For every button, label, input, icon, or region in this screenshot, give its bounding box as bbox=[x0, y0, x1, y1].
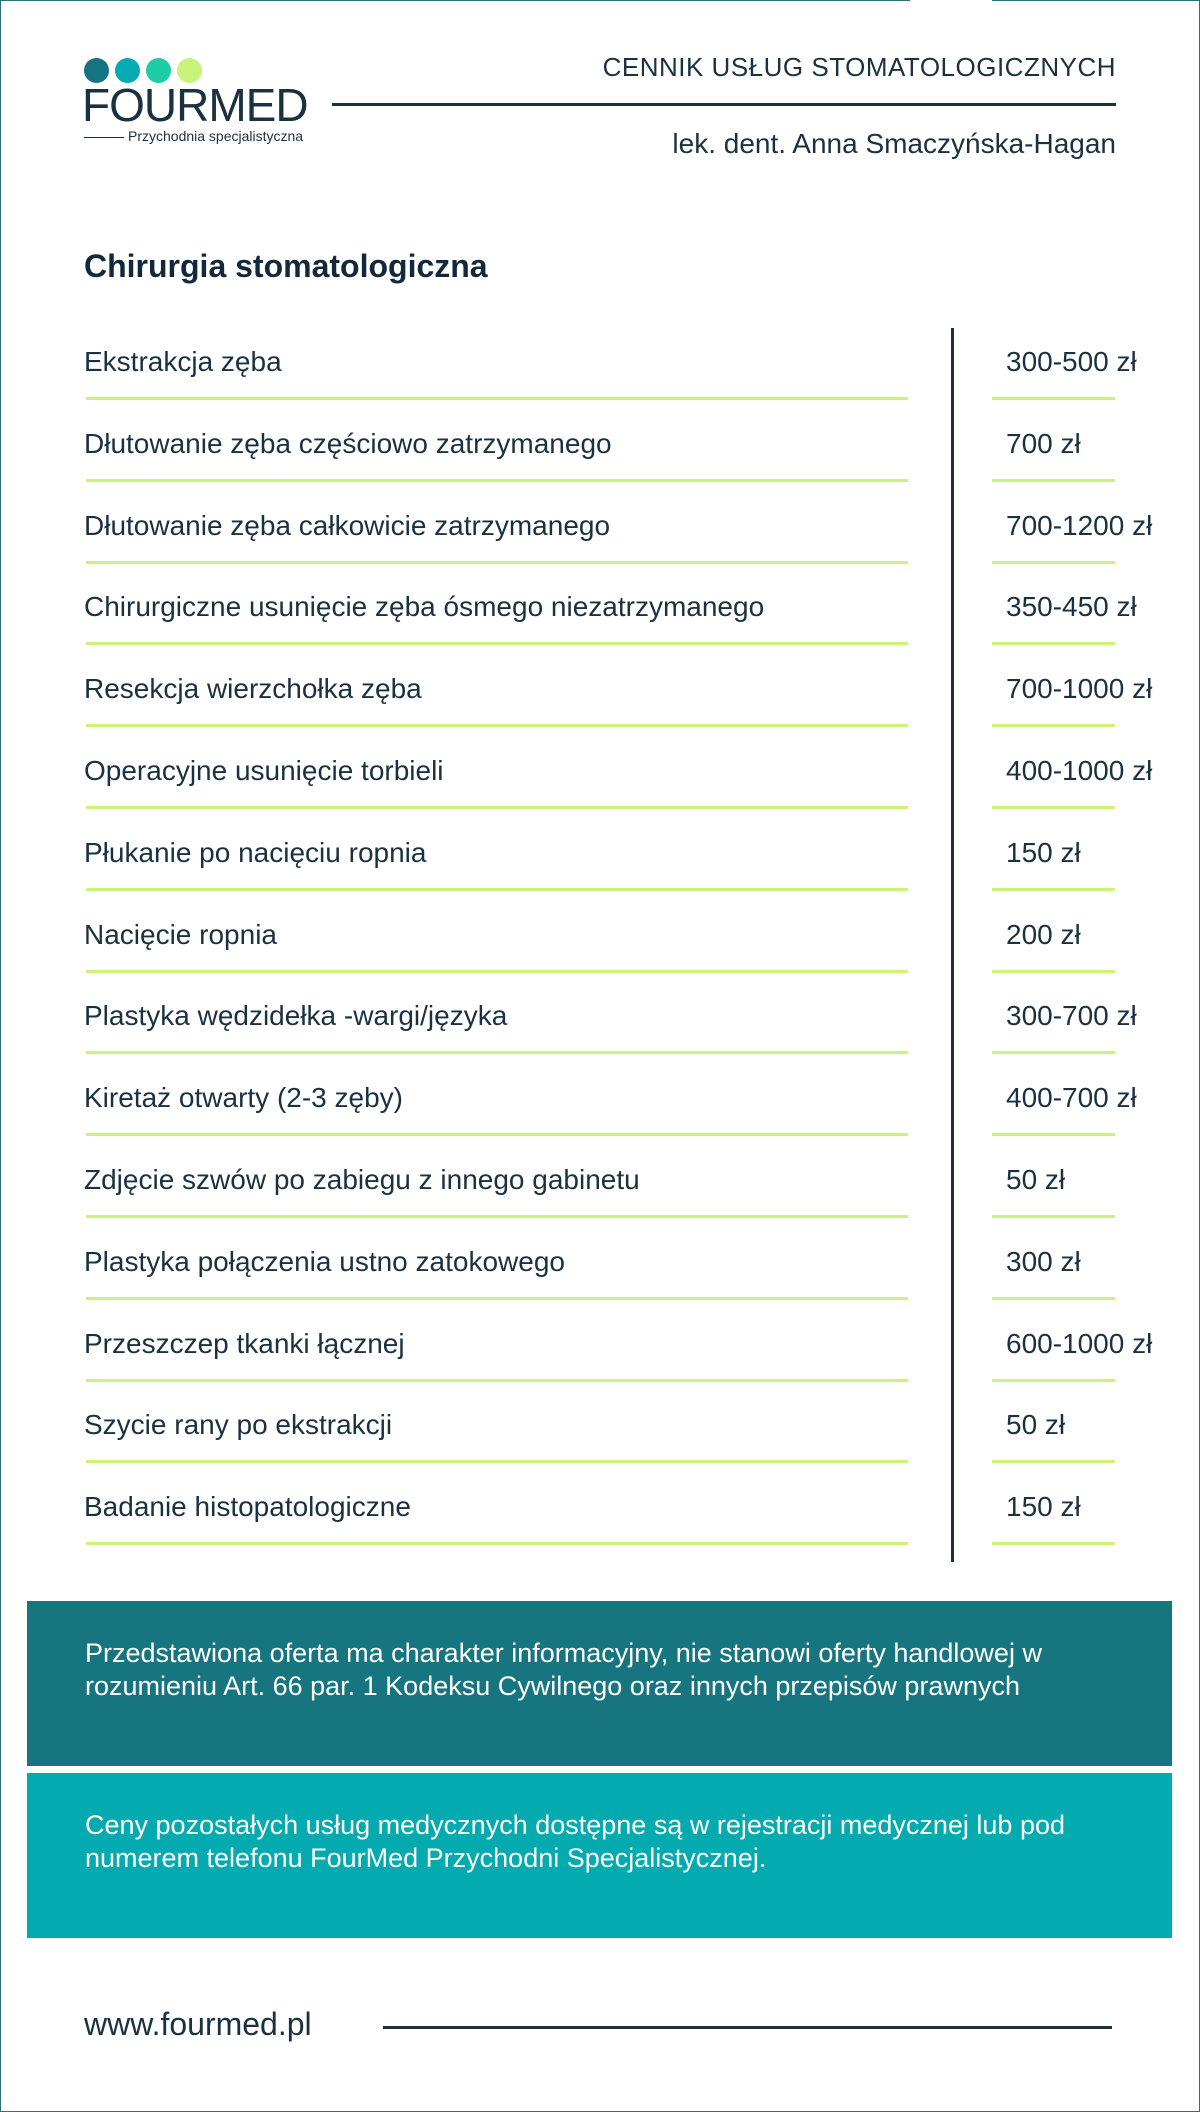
header-divider bbox=[332, 103, 1116, 106]
price-separator bbox=[992, 1379, 1115, 1382]
service-name: Plastyka połączenia ustno zatokowego bbox=[84, 1245, 565, 1277]
service-name: Dłutowanie zęba całkowicie zatrzymanego bbox=[84, 509, 611, 541]
price-row bbox=[0, 901, 1200, 983]
row-separator bbox=[86, 1542, 908, 1545]
service-price: 600-1000 zł bbox=[1006, 1327, 1153, 1359]
row-separator bbox=[86, 806, 908, 809]
row-separator bbox=[86, 1133, 908, 1136]
service-price: 700 zł bbox=[1006, 427, 1081, 459]
price-separator bbox=[992, 970, 1115, 973]
frame-gap bbox=[910, 0, 992, 3]
price-row bbox=[0, 573, 1200, 655]
service-price: 400-700 zł bbox=[1006, 1082, 1137, 1114]
section-title: Chirurgia stomatologiczna bbox=[84, 248, 488, 284]
row-separator bbox=[86, 1051, 908, 1054]
service-price: 200 zł bbox=[1006, 918, 1081, 950]
service-price: 50 zł bbox=[1006, 1164, 1066, 1195]
price-separator bbox=[992, 1051, 1115, 1054]
price-row bbox=[0, 982, 1200, 1064]
service-price: 700-1000 zł bbox=[1006, 673, 1153, 705]
service-name: Nacięcie ropnia bbox=[84, 918, 277, 950]
doctor-name: lek. dent. Anna Smaczyńska-Hagan bbox=[672, 128, 1116, 159]
row-separator bbox=[86, 1460, 908, 1463]
document-title: CENNIK USŁUG STOMATOLOGICZNYCH bbox=[602, 52, 1116, 82]
price-row bbox=[0, 1310, 1200, 1392]
website-link[interactable]: www.fourmed.pl bbox=[84, 2006, 312, 2042]
price-separator bbox=[992, 561, 1115, 564]
service-price: 150 zł bbox=[1006, 836, 1081, 868]
row-separator bbox=[86, 724, 908, 727]
row-separator bbox=[86, 1215, 908, 1218]
price-separator bbox=[992, 642, 1115, 645]
service-name: Plastyka wędzidełka -wargi/języka bbox=[84, 1000, 508, 1032]
price-separator bbox=[992, 1133, 1115, 1136]
price-row bbox=[0, 1391, 1200, 1473]
logo-wordmark: FOURMED bbox=[82, 79, 308, 131]
price-row bbox=[0, 1228, 1200, 1310]
disclaimer-text: Przedstawiona oferta ma charakter informacyjny, nie stanowi oferty handlowej w rozumieniu Art. 66 par. 1 Kodeksu Cywilnego oraz innych przepisów prawnych bbox=[85, 1638, 1042, 1701]
logo-subtitle-rule bbox=[84, 137, 124, 138]
row-separator bbox=[86, 397, 908, 400]
price-separator bbox=[992, 1542, 1115, 1545]
service-price: 400-1000 zł bbox=[1006, 755, 1153, 786]
price-separator bbox=[992, 724, 1115, 727]
service-name: Dłutowanie zęba częściowo zatrzymanego bbox=[84, 427, 612, 459]
fourmed-logo bbox=[84, 58, 324, 148]
service-name: Operacyjne usunięcie torbieli bbox=[84, 755, 444, 786]
service-price: 300 zł bbox=[1006, 1245, 1081, 1277]
footer-divider bbox=[383, 2026, 1112, 2029]
service-name: Kiretaż otwarty (2-3 zęby) bbox=[84, 1082, 403, 1114]
row-separator bbox=[86, 561, 908, 564]
price-separator bbox=[992, 397, 1115, 400]
service-name: Chirurgiczne usunięcie zęba ósmego niezatrzymanego bbox=[84, 591, 765, 623]
service-name: Resekcja wierzchołka zęba bbox=[84, 673, 422, 705]
service-name: Płukanie po nacięciu ropnia bbox=[84, 836, 427, 868]
price-row bbox=[0, 737, 1200, 819]
row-separator bbox=[86, 970, 908, 973]
service-price: 350-450 zł bbox=[1006, 591, 1137, 623]
price-row bbox=[0, 410, 1200, 492]
disclaimer-box bbox=[27, 1601, 1172, 1766]
service-price: 50 zł bbox=[1006, 1409, 1066, 1441]
service-price: 300-700 zł bbox=[1006, 1000, 1137, 1032]
row-separator bbox=[86, 1297, 908, 1300]
service-name: Ekstrakcja zęba bbox=[84, 346, 282, 377]
price-separator bbox=[992, 479, 1115, 482]
price-row bbox=[0, 1473, 1200, 1555]
price-separator bbox=[992, 888, 1115, 891]
price-row bbox=[0, 655, 1200, 737]
service-name: Zdjęcie szwów po zabiegu z innego gabinetu bbox=[84, 1164, 640, 1195]
info-text: Ceny pozostałych usług medycznych dostępne są w rejestracji medycznej lub pod numerem telefonu FourMed Przychodni Specjalistycznej. bbox=[85, 1810, 1066, 1873]
row-separator bbox=[86, 888, 908, 891]
service-price: 700-1200 zł bbox=[1006, 509, 1153, 541]
service-name: Badanie histopatologiczne bbox=[84, 1491, 411, 1523]
price-row bbox=[0, 492, 1200, 574]
price-row bbox=[0, 1146, 1200, 1228]
logo-subtitle: Przychodnia specjalistyczna bbox=[128, 128, 304, 144]
service-name: Przeszczep tkanki łącznej bbox=[84, 1327, 405, 1359]
service-price: 300-500 zł bbox=[1006, 346, 1137, 377]
row-separator bbox=[86, 479, 908, 482]
price-separator bbox=[992, 1460, 1115, 1463]
service-name: Szycie rany po ekstrakcji bbox=[84, 1409, 393, 1441]
price-row bbox=[0, 819, 1200, 901]
price-separator bbox=[992, 1297, 1115, 1300]
price-separator bbox=[992, 806, 1115, 809]
row-separator bbox=[86, 1379, 908, 1382]
price-row bbox=[0, 328, 1200, 410]
service-price: 150 zł bbox=[1006, 1491, 1081, 1523]
price-row bbox=[0, 1064, 1200, 1146]
info-box bbox=[27, 1773, 1172, 1938]
price-separator bbox=[992, 1215, 1115, 1218]
row-separator bbox=[86, 642, 908, 645]
